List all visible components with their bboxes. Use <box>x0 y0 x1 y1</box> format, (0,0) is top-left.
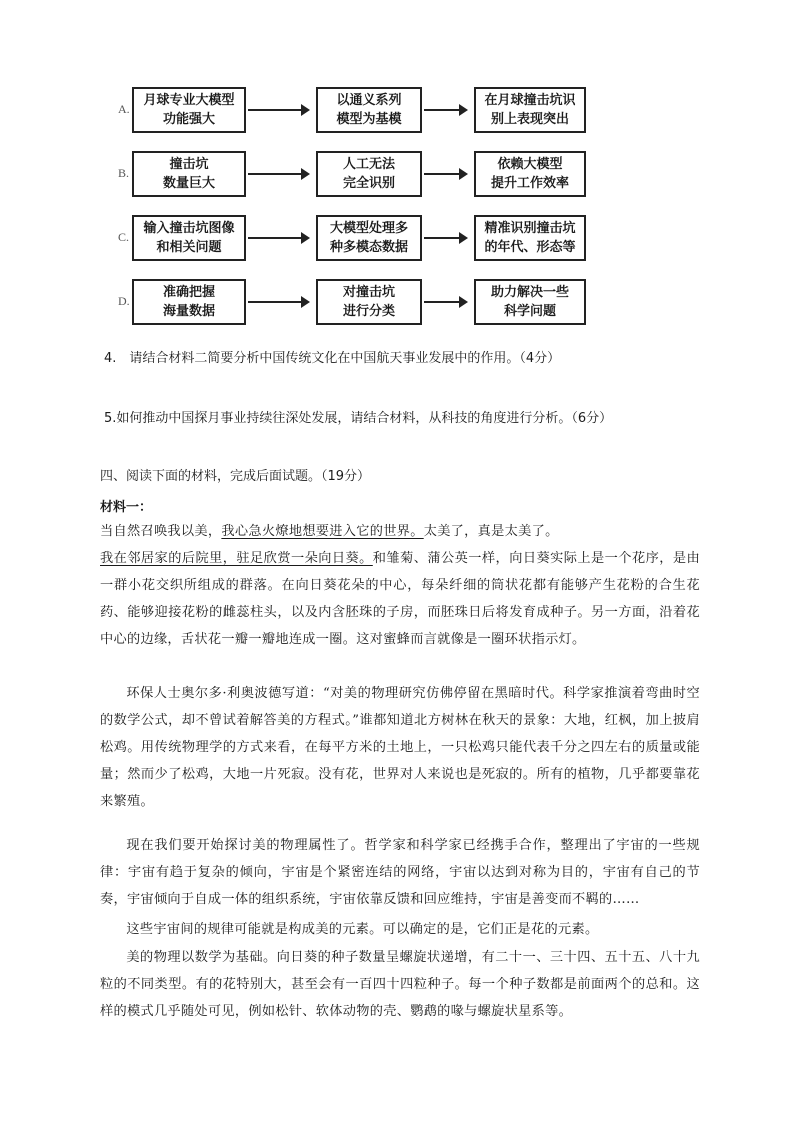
diagram-box: 准确把握 海量数据 <box>132 279 246 325</box>
diagram-box: 对撞击坑 进行分类 <box>316 279 422 325</box>
row-label: A. <box>118 102 130 116</box>
row-label: C. <box>118 230 130 244</box>
text-run: 当自然召唤我以美， <box>100 524 222 539</box>
arrow-icon <box>248 109 308 111</box>
diagram-row-a <box>108 80 598 144</box>
diagram-box: 精准识别撞击坑 的年代、形态等 <box>474 215 586 261</box>
arrow-icon <box>248 301 308 303</box>
text-run: 太美了，真是太美了。 <box>423 524 559 539</box>
section-heading: 四、阅读下面的材料，完成后面试题。（19分） <box>100 469 371 484</box>
arrow-icon <box>248 173 308 175</box>
diagram-box: 依赖大模型 提升工作效率 <box>474 151 586 197</box>
diagram-box: 助力解决一些 科学问题 <box>474 279 586 325</box>
arrow-icon <box>424 301 466 303</box>
diagram-row-b <box>108 144 598 208</box>
row-label: D. <box>118 294 130 308</box>
diagram-box: 人工无法 完全识别 <box>316 151 422 197</box>
question-4: 4. 请结合材料二简要分析中国传统文化在中国航天事业发展中的作用。（4分） <box>104 351 561 366</box>
diagram-box: 在月球撞击坑识 别上表现突出 <box>474 87 586 133</box>
material-title: 材料一： <box>100 500 153 515</box>
paragraph-4: 现在我们要开始探讨美的物理属性了。哲学家和科学家已经携手合作，整理出了宇宙的一些规律：宇宙有趋于复杂的倾向，宇宙是个紧密连结的网络，宇宙以达到对称为目的，宇宙有自己的节奏，宇宙倾向于自成一体的组织系统，宇宙依靠反馈和回应维持，宇宙是善变而不羁的…… <box>100 838 700 907</box>
arrow-icon <box>248 237 308 239</box>
paragraph-2 <box>100 545 700 653</box>
text-run: 和雏菊、蒲公英一样，向日葵实际上是一个花序，是由一群小花交织所组成的群落。在向日葵花朵的中心，每朵纤细的筒状花都有能够产生花粉的合生花药、能够迎接花粉的雌蕊柱头，以及内含胚珠的子房，而胚珠日后将发育成种子。另一方面，沿着花中心的边缘，舌状花一瓣一瓣地连成一圈。这对蜜蜂而言就像是一圈环状指示灯。 <box>100 551 700 647</box>
diagram-box: 输入撞击坑图像 和相关问题 <box>132 215 246 261</box>
flow-diagram <box>108 76 598 340</box>
arrow-icon <box>424 109 466 111</box>
question-5: 5.如何推动中国探月事业持续往深处发展，请结合材料，从科技的角度进行分析。（6分） <box>104 411 613 426</box>
row-label: B. <box>118 166 130 180</box>
arrow-icon <box>424 173 466 175</box>
paragraph-6: 美的物理以数学为基础。向日葵的种子数量呈螺旋状递增，有二十一、三十四、五十五、八十九粒的不同类型。有的花特别大，甚至会有一百四十四粒种子。每一个种子数都是前面两个的总和。这样的模式几乎随处可见，例如松针、软体动物的壳、鹦鹉的喙与螺旋状星系等。 <box>100 950 700 1019</box>
paragraph-1 <box>100 518 700 545</box>
diagram-box: 大模型处理多 种多模态数据 <box>316 215 422 261</box>
diagram-box: 月球专业大模型 功能强大 <box>132 87 246 133</box>
diagram-box: 以通义系列 模型为基模 <box>316 87 422 133</box>
diagram-row-c <box>108 208 598 272</box>
underlined-text: 我在邻居家的后院里，驻足欣赏一朵向日葵。 <box>100 551 373 566</box>
arrow-icon <box>424 237 466 239</box>
underlined-text: 我心急火燎地想要进入它的世界。 <box>221 524 424 539</box>
paragraph-5: 这些宇宙间的规律可能就是构成美的元素。可以确定的是，它们正是花的元素。 <box>126 922 599 937</box>
diagram-box: 撞击坑 数量巨大 <box>132 151 246 197</box>
paragraph-3: 环保人士奥尔多·利奥波德写道：“对美的物理研究仿佛停留在黑暗时代。科学家推演着弯曲时空的数学公式，却不曾试着解答美的方程式。”谁都知道北方树林在秋天的景象：大地，红枫，加上披肩松鸡。用传统物理学的方式来看，在每平方米的土地上，一只松鸡只能代表千分之四左右的质量或能量；然而少了松鸡，大地一片死寂。没有花，世界对人来说也是死寂的。所有的植物，几乎都要靠花来繁殖。 <box>100 686 700 809</box>
diagram-row-d <box>108 272 598 336</box>
